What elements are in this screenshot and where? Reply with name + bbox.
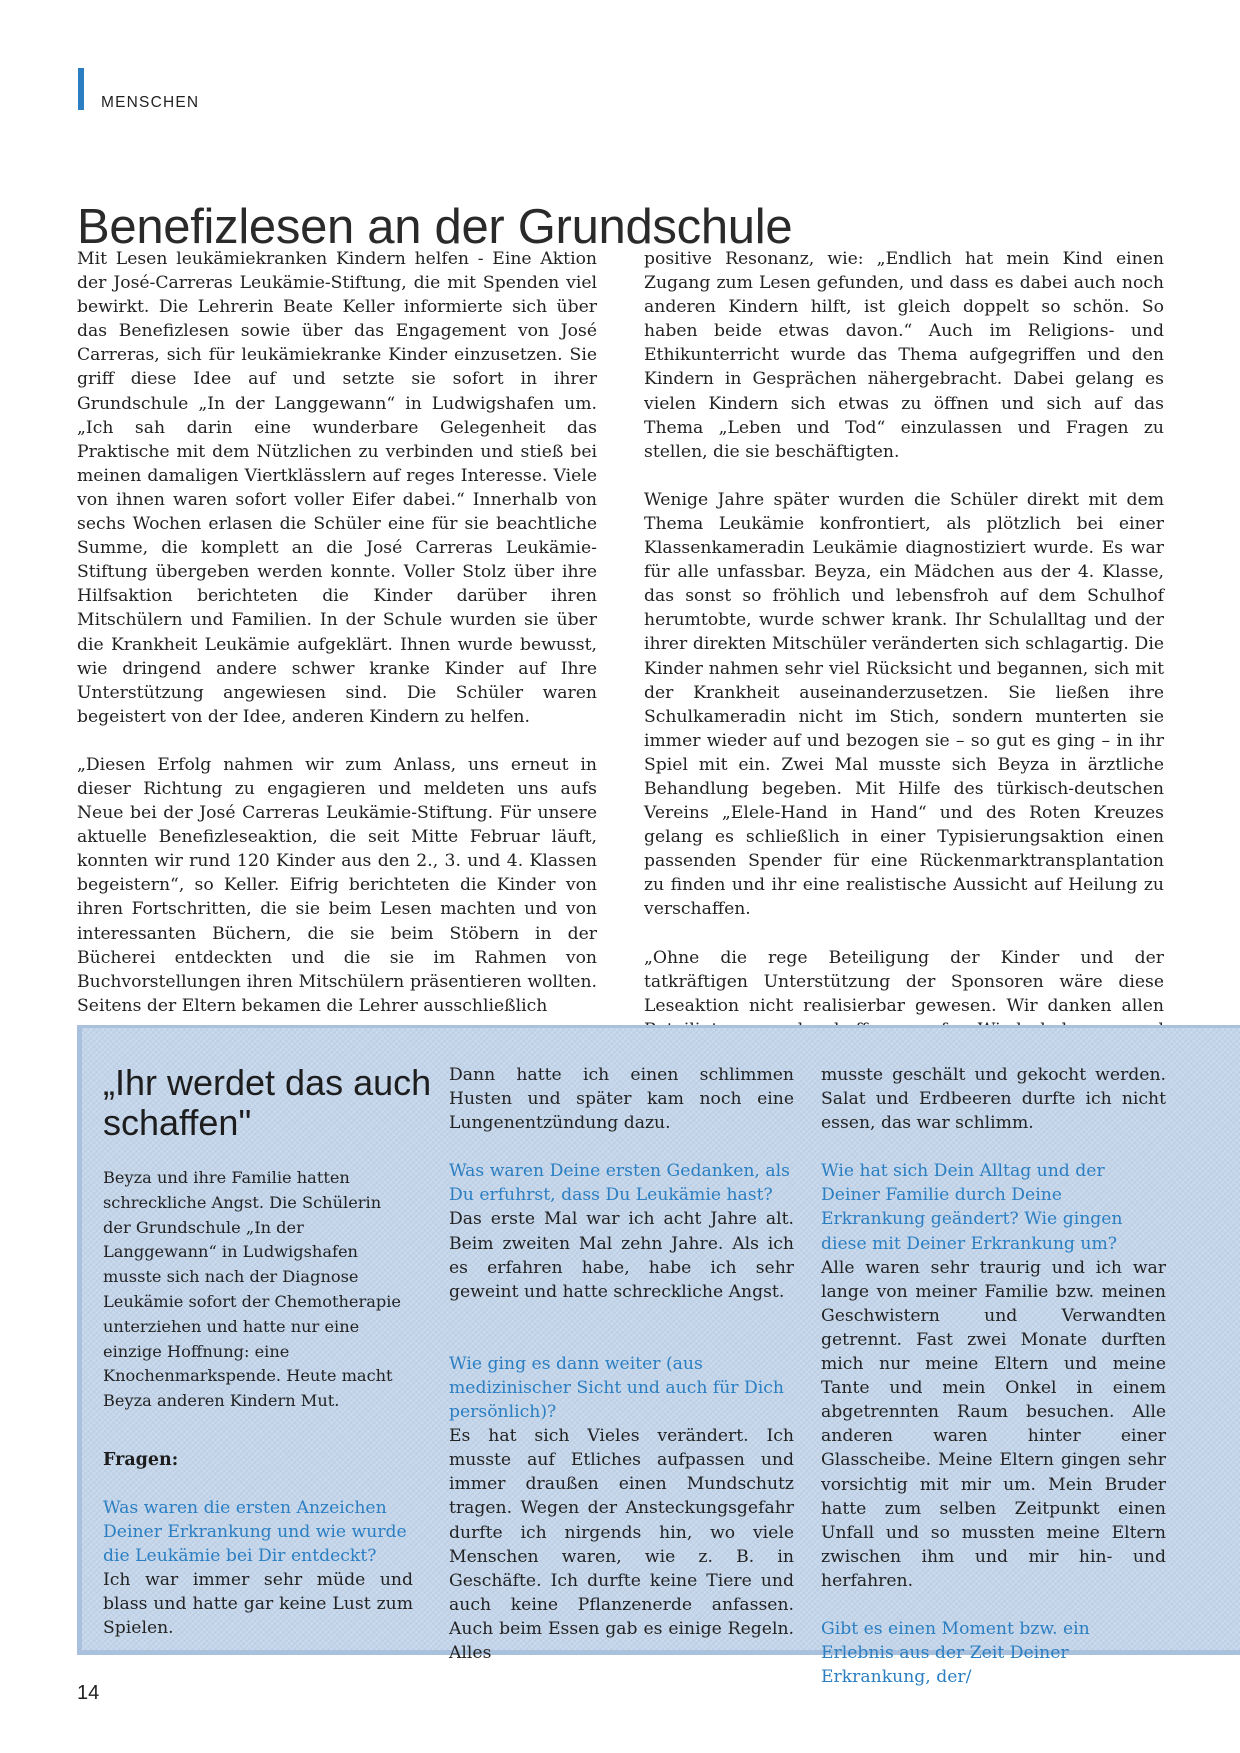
qa-item	[103, 1496, 413, 1641]
interview-column-1	[103, 1496, 413, 1665]
interview-headline: „Ihr werdet das auch schaffen"	[103, 1062, 432, 1143]
article-paragraph: „Ohne die rege Beteiligung der Kinder und der tatkräftigen Unterstützung der Sponsoren wäre diese Leseaktion nicht realisierbar gewesen. Wir danken allen	[644, 947, 1164, 1016]
article-paragraph: Mit Lesen leukämiekranken Kindern helfen - Eine Aktion der José-Carreras Leukämie-Stiftung, die mit Spenden viel bewirkt. Die Lehrerin Beate Keller informierte sich über das Benefizlesen sowie über das Engagement von José Carreras, sich für leukämiekranke Kinder einzusetzen. Sie griff diese Idee auf und setzte sie sofort in ihrer Grundschule „In der Langgewann“ in Ludwigshafen um. „Ich sah darin eine wunderbare Gelegenheit das Praktische mit dem Nützlichen zu verbinden und stieß bei meinen damaligen Viertklässlern auf reges Interesse. Viele von ihnen waren sofort voller Eifer dabei.“ Innerhalb von sechs Wochen erlasen die Schüler eine für sie beachtliche Summe, die komplett an die José Carreras Leukämie-Stiftung übergeben werden konnte. Voller Stolz über ihre Hilfsaktion berichteten die Kinder darüber ihren Mitschülern und Familien. In der Schule wurden sie über die Krankheit Leukämie aufgeklärt. Ihnen wurde bewusst, wie dringend andere schwer kranke Kinder auf Ihre Unterstützung angewiesen sind. Die Schüler waren begeistert von der Idee, anderen Kindern zu helfen.	[77, 249, 597, 727]
qa-item	[449, 1352, 794, 1665]
interview-question: Was waren Deine ersten Gedanken, als Du erfuhrst, dass Du Leukämie hast?	[449, 1161, 790, 1206]
article-title: Benefizlesen an der Grundschule	[77, 199, 793, 254]
interview-question: Wie ging es dann weiter (aus medizinischer Sicht und auch für Dich persönlich)?	[449, 1353, 784, 1423]
interview-answer: Es hat sich Vieles verändert. Ich musste auf Etliches aufpassen und immer draußen einen Mundschutz tragen. Wegen der Ansteckungsgefahr durfte ich nirgends hin, wo viele Menschen waren, wie z. B. in Geschäfte. Ich durfte keine Tiere und auch keine Pflanzenerde anfassen. Auch beim Essen gab es einige Regeln. Alles	[449, 1426, 794, 1663]
article-column-right	[644, 247, 1164, 1090]
interview-answer: Das erste Mal war ich acht Jahre alt. Beim zweiten Mal zehn Jahre. Als ich es erfahren habe, habe ich sehr geweint und hatte schreckliche Angst.	[449, 1209, 794, 1302]
qa-item	[821, 1159, 1166, 1593]
interview-answer: musste geschält und gekocht werden. Salat und Erdbeeren durfte ich nicht essen, das war schlimm.	[821, 1065, 1166, 1134]
interview-question: Was waren die ersten Anzeichen Deiner Erkrankung und wie wurde die Leukämie bei Dir entdeckt?	[103, 1498, 407, 1567]
qa-item	[449, 1159, 794, 1304]
interview-answer: Alle waren sehr traurig und ich war lange von meiner Familie bzw. meinen Geschwistern und Verwandten getrennt. Fast zwei Monate durften mich nur meine Eltern und meine Tante und mein Onkel in einem abgetrennten Raum besuchen. Alle anderen waren hinter einer Glasscheibe. Meine Eltern gingen sehr vorsichtig mit mir um. Mein Bruder hatte zum selben Zeitpunkt einen Unfall und so mussten meine Eltern zwischen ihm und mir hin- und herfahren.	[821, 1257, 1166, 1591]
qa-item	[449, 1063, 794, 1135]
interview-answer: Ich war immer sehr müde und blass und hatte gar keine Lust zum Spielen.	[103, 1570, 413, 1639]
section-accent-bar	[78, 68, 84, 110]
article-paragraph: Wenige Jahre später wurden die Schüler direkt mit dem Thema Leukämie konfrontiert, als plötzlich bei einer Klassenkameradin Leukämie diagnostiziert wurde. Es war für alle unfassbar. Beyza, ein Mädchen aus der 4. Klasse, das sonst so fröhlich und lebensfroh auf dem Schulhof herumtobte, wurde schwer krank. Ihr Schulalltag und der ihrer direkten Mitschüler veränderten sich schlagartig. Die Kinder nahmen sehr viel Rücksicht und begannen, sich mit der Krankheit auseinanderzusetzen. Sie ließen ihre Schulkameradin nicht im Stich, sondern munterten sie immer wieder auf und bezogen sie – so gut es ging – in ihr Spiel mit ein. Zwei Mal musste sich Beyza in ärztliche Behandlung begeben. Mit Hilfe des türkisch-deutschen Vereins „Elele-Hand in Hand“ und des Roten Kreuzes gelang es schließlich in einer Typisierungsaktion einen passenden Spender für eine Rückenmarktransplantation zu finden und ihr eine realistische Aussicht auf Heilung zu verschaffen.	[644, 489, 1164, 920]
interview-answer: Dann hatte ich einen schlimmen Husten und später kam noch eine Lungenentzündung dazu.	[449, 1065, 794, 1134]
interview-column-3	[821, 1063, 1166, 1713]
article-paragraph: positive Resonanz, wie: „Endlich hat mein Kind einen Zugang zum Lesen gefunden, und dass es dabei auch noch anderen Kindern hilft, ist gleich doppelt so schön. So haben beide etwas davon.“ Auch im Religions- und Ethikunterricht wurde das Thema aufgegriffen und den Kindern in Gesprächen nähergebracht. Dabei gelang es vielen Kindern sich etwas zu öffnen und sich auf das Thema „Leben und Tod“ einzulassen und Fragen zu stellen, die sie beschäftigten.	[644, 249, 1164, 462]
interview-question: Wie hat sich Dein Alltag und der Deiner Familie durch Deine Erkrankung geändert? Wie gingen diese mit Deiner Erkrankung um?	[821, 1161, 1123, 1254]
article-paragraph: „Diesen Erfolg nahmen wir zum Anlass, uns erneut in dieser Richtung zu engagieren und meldeten uns aufs Neue bei der José Carreras Leukämie-Stiftung. Für unsere aktuelle Benefizleseaktion, die seit Mitte Februar läuft, konnten wir rund 120 Kinder aus den 2., 3. und 4. Klassen begeistern“, so Keller. Eifrig berichteten die Kinder von ihren Fortschritten, die sie beim Lesen machten und von interessanten Büchern, die sie beim Stöbern in der Bücherei entdeckten und die sie im Rahmen von Buchvorstellungen ihren Mitschülern präsentieren wollten. Seitens der Eltern bekamen die Lehrer ausschließlich	[77, 754, 597, 1016]
qa-item	[821, 1063, 1166, 1135]
interview-intro: Beyza und ihre Familie hatten schreckliche Angst. Die Schülerin der Grundschule „In der Langgewann“ in Ludwigshafen musste sich nach der Diagnose Leukämie sofort der Chemotherapie unterziehen und hatte nur eine einzige Hoffnung: eine Knochenmarkspende. Heute macht Beyza anderen Kindern Mut.	[103, 1168, 401, 1411]
qa-item	[821, 1617, 1166, 1689]
section-label: MENSCHEN	[101, 94, 200, 111]
article-column-left	[77, 247, 597, 1042]
page-number: 14	[77, 1682, 100, 1704]
interview-column-2	[449, 1063, 794, 1689]
questions-heading: Fragen:	[103, 1450, 179, 1470]
interview-question: Gibt es einen Moment bzw. ein Erlebnis aus der Zeit Deiner Erkrankung, der/	[821, 1618, 1090, 1688]
